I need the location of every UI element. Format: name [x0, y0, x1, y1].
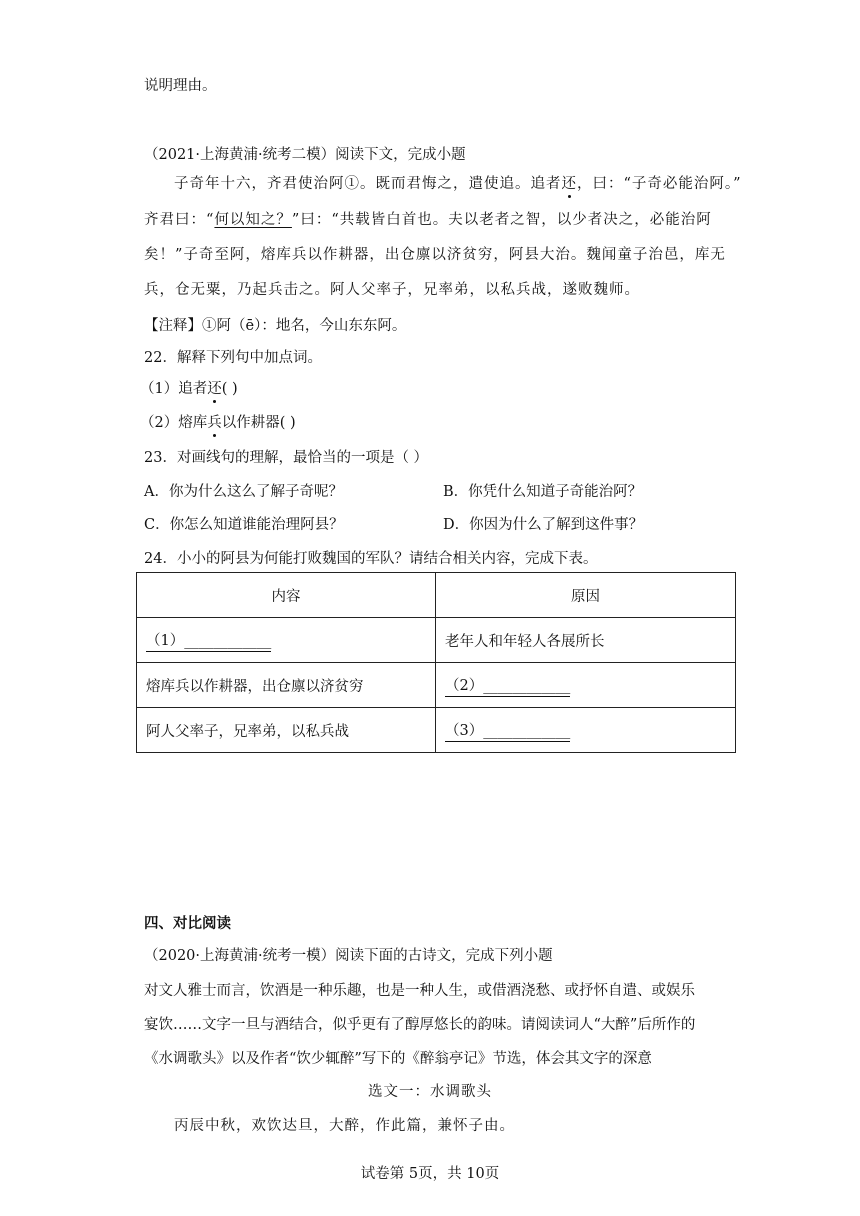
q23-option-d: D．你因为什么了解到这件事？ — [443, 517, 644, 533]
dotted-word: 还 — [207, 377, 222, 398]
table-row — [137, 618, 736, 663]
q23-stem: 23．对画线句的理解，最恰当的一项是（ ） — [144, 450, 429, 466]
passage-line-3: 矣！”子奇至阿，熔库兵以作耕器，出仓廪以济贫穷，阿县大治。魏闻童子治邑，库无 — [144, 247, 726, 263]
answer-blank: （2）____________ — [445, 674, 570, 697]
passage-text: ”曰：“共载皆白首也。夫以老者之智，以少者决之，必能治阿 — [291, 212, 712, 228]
table-row — [137, 573, 736, 618]
passage-text: 齐君曰：“ — [144, 212, 215, 228]
page-footer: 试卷第 5页，共 10页 — [360, 1166, 500, 1182]
table-header-content: 内容 — [137, 573, 436, 618]
dotted-word: 兵 — [207, 411, 222, 432]
table-header-reason: 原因 — [436, 573, 736, 618]
poem-preface: 丙辰中秋，欢饮达旦，大醉，作此篇，兼怀子由。 — [174, 1118, 515, 1134]
item-text: （1）追者 — [140, 381, 208, 397]
item-text: （2）熔库 — [140, 415, 208, 431]
q24-stem: 24．小小的阿县为何能打败魏国的军队？请结合相关内容，完成下表。 — [144, 551, 598, 567]
table-cell: 熔库兵以作耕器，出仓廪以济贫穷 — [137, 663, 436, 708]
q22-stem: 22．解释下列句中加点词。 — [144, 350, 322, 366]
passage-line-2 — [144, 208, 712, 229]
passage-note: 【注释】①阿（ē）：地名，今山东东阿。 — [144, 318, 407, 334]
passage-source: （2021·上海黄浦·统考二模）阅读下文，完成小题 — [144, 147, 466, 163]
q22-item-2 — [140, 411, 296, 432]
intro-line-1: 对文人雅士而言，饮酒是一种乐趣，也是一种人生，或借酒浇愁、或抒怀自遣、或娱乐 — [144, 983, 695, 999]
intro-line-3: 《水调歌头》以及作者“饮少辄醉”写下的《醉翁亭记》节选，体会其文字的深意 — [144, 1051, 652, 1067]
table-cell — [436, 663, 736, 708]
answer-blank: （1）____________ — [146, 629, 271, 652]
q23-option-a: A．你为什么这么了解子奇呢？ — [144, 484, 343, 500]
table-cell: 老年人和年轻人各展所长 — [436, 618, 736, 663]
top-line: 说明理由。 — [144, 78, 217, 94]
table-cell — [436, 708, 736, 753]
table-cell — [137, 618, 436, 663]
dotted-word: 还 — [562, 172, 578, 193]
table-row — [137, 708, 736, 753]
q22-item-1 — [140, 377, 238, 398]
passage-line-4: 兵，仓无粟，乃起兵击之。阿人父率子，兄率弟，以私兵战，遂败魏师。 — [144, 282, 640, 298]
table-row — [137, 663, 736, 708]
section-source: （2020·上海黄浦·统考一模）阅读下面的古诗文，完成下列小题 — [144, 948, 553, 964]
q23-option-b: B．你凭什么知道子奇能治阿？ — [443, 484, 643, 500]
intro-line-2: 宴饮……文字一旦与酒结合，似乎更有了醇厚悠长的韵味。请阅读词人“大醉”后所作的 — [144, 1017, 696, 1033]
answer-blank: 以作耕器( ) — [221, 415, 296, 431]
passage-line-1 — [174, 172, 742, 193]
q24-table — [136, 572, 736, 753]
passage-text: 子奇年十六，齐君使治阿①。既而君悔之，遣使追。追者 — [174, 176, 562, 192]
answer-blank: ( ) — [221, 381, 238, 397]
passage-text: ，曰：“子奇必能治阿。” — [577, 176, 742, 192]
section-heading: 四、对比阅读 — [144, 916, 231, 932]
poem-title: 选文一：水调歌头 — [368, 1084, 492, 1100]
table-cell: 阿人父率子，兄率弟，以私兵战 — [137, 708, 436, 753]
answer-blank: （3）____________ — [445, 719, 570, 742]
underlined-sentence: 何以知之？ — [214, 212, 292, 228]
q23-option-c: C．你怎么知道谁能治理阿县？ — [144, 517, 344, 533]
